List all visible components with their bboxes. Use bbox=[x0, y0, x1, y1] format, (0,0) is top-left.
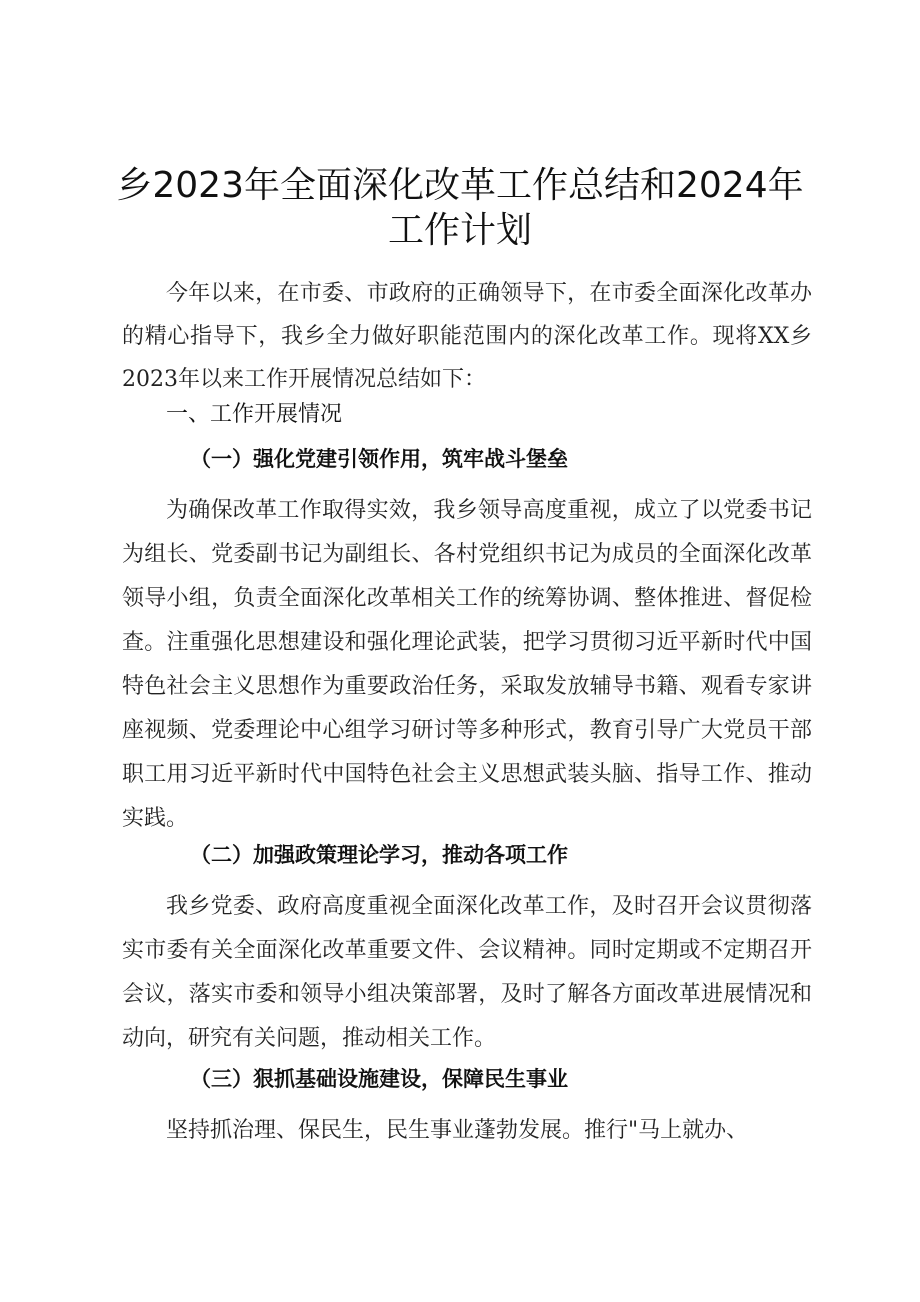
subsection-1-paragraph: 为确保改革工作取得实效，我乡领导高度重视，成立了以党委书记为组长、党委副书记为副组长、各村党组织书记为成员的全面深化改革领导小组，负责全面深化改革相关工作的统筹协调、整体推进、督促检查。注重强化思想建设和强化理论武装，把学习贯彻习近平新时代中国特色社会主义思想作为重要政治任务，采取发放辅导书籍、观看专家讲座视频、党委理论中心组学习研讨等多种形式，教育引导广大党员干部职工用习近平新时代中国特色社会主义思想武装头脑、指导工作、推动实践。 bbox=[122, 498, 812, 831]
subsection-heading-3: （三）狠抓基础设施建设，保障民生事业 bbox=[190, 1067, 568, 1091]
section-heading-work-progress: 一、工作开展情况 bbox=[166, 402, 343, 427]
document-title-line-2: 工作计划 bbox=[387, 210, 532, 251]
intro-paragraph: 今年以来，在市委、市政府的正确领导下，在市委全面深化改革办的精心指导下，我乡全力做好职能范围内的深化改革工作。现将XX乡2023年以来工作开展情况总结如下： bbox=[122, 281, 812, 392]
subsection-heading-1: （一）强化党建引领作用，筑牢战斗堡垒 bbox=[190, 447, 568, 471]
subsection-heading-2: （二）加强政策理论学习，推动各项工作 bbox=[190, 843, 568, 867]
subsection-3-paragraph: 坚持抓治理、保民生，民生事业蓬勃发展。推行"马上就办、 bbox=[166, 1118, 749, 1143]
subsection-2-paragraph: 我乡党委、政府高度重视全面深化改革工作，及时召开会议贯彻落实市委有关全面深化改革重要文件、会议精神。同时定期或不定期召开会议，落实市委和领导小组决策部署，及时了解各方面改革进展情况和动向，研究有关问题，推动相关工作。 bbox=[122, 894, 812, 1051]
document-title-line-1: 乡2023年全面深化改革工作总结和2024年 bbox=[116, 165, 804, 206]
